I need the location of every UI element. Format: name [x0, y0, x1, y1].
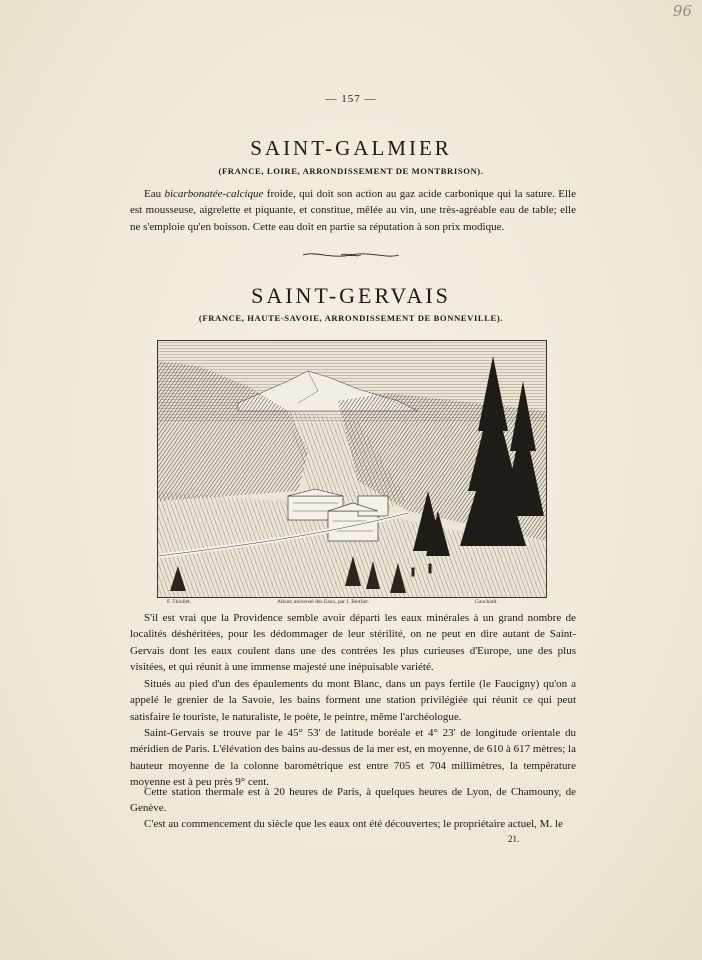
paragraph-2-text: Situés au pied d'un des épaulements du mont Blanc, dans un pays fertile (le Faucigny) qu'on a appelé le grenier de la Savoie, les bains forment une station privilégiée qui réunit ce qui peut satisfaire le touriste, le naturaliste, le poète, le peintre, même l'archéologue. [130, 678, 576, 723]
paragraph-text-end: froide, qui doit son action au gaz acide carbonique qui la sature. Elle est mousseuse, aigrelette et piquante, et constitue, mêlée au vin, une très-agréable eau de table; elle ne s'emploie qu'en boisson. Cette eau doit en partie sa réputation à son prix modique. [130, 188, 576, 233]
paragraph-text-start: Eau [144, 188, 165, 200]
paragraph-2 [130, 676, 576, 725]
credit-engraver: F. Thiollet. [167, 599, 192, 605]
section-subtitle-saint-gervais: (FRANCE, HAUTE-SAVOIE, ARRONDISSEMENT DE BONNEVILLE). [198, 313, 504, 323]
paragraph-saint-galmier [130, 186, 576, 235]
signature-mark: 21. [508, 834, 520, 844]
decorative-divider [301, 250, 401, 260]
paragraph-5-text: C'est au commencement du siècle que les eaux ont été découvertes; le propriétaire actuel, M. le [144, 818, 563, 830]
paragraph-1-text: S'il est vrai que la Providence semble avoir départi les eaux minérales à un grand nombre de localités déshéritées, pour les dédommager de leur stérilité, on ne peut en dire autant de Saint-Gervais dont les eaux coulent dans une des contrées les plus curieuses d'Europe, une des plus visitées, et qui réunit à une immense majesté une inépuisable variété. [130, 612, 576, 673]
section-subtitle-saint-galmier: (FRANCE, LOIRE, ARRONDISSEMENT DE MONTBRISON). [218, 166, 484, 176]
paragraph-4-text: Cette station thermale est à 20 heures de Paris, à quelques heures de Lyon, de Chamouny, de Genève. [130, 786, 576, 815]
section-title-saint-gervais: SAINT-GERVAIS [251, 283, 451, 308]
engraving-illustration [157, 340, 547, 598]
paragraph-5 [130, 816, 576, 832]
paragraph-3-text: Saint-Gervais se trouve par le 45° 53' de latitude boréale et 4° 23' de longitude orientale du méridien de Paris. L'élévation des bains au-dessus de la mer est, en moyenne, de 610 à 617 mètres; la hauteur moyenne de la colonne barométrique est entre 705 et 704 millimètres, la température moyenne est à peu près 9° cent. [130, 727, 576, 788]
engraving-credits [157, 599, 545, 609]
paragraph-italic-term: bicarbonatée-calcique [164, 188, 264, 200]
paragraph-4 [130, 784, 576, 817]
page-number: — 157 — [325, 93, 377, 105]
section-title-saint-galmier: SAINT-GALMIER [250, 136, 452, 160]
paragraph-3 [130, 725, 576, 790]
credit-artist: Gauchard. [475, 599, 498, 605]
handwritten-folio-note: 96 [672, 2, 692, 20]
credit-source: Album universel des Eaux, par J. Bertlier. [277, 599, 370, 605]
paragraph-1 [130, 610, 576, 675]
